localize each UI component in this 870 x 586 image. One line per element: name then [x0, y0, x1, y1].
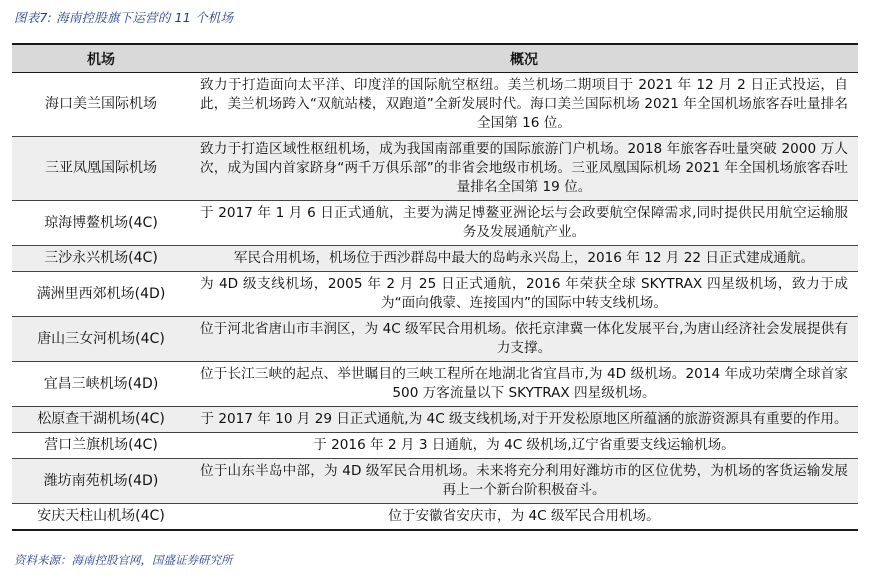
- airport-overview: 位于山东半岛中部，为 4D 级军民合用机场。未来将充分利用好潍坊市的区位优势，为机场的客货运输发展再上一个新台阶积极奋斗。: [190, 459, 858, 504]
- table-row: [12, 407, 858, 433]
- table-row: [12, 246, 858, 272]
- airport-overview: 致力于打造区域性枢纽机场，成为我国南部重要的国际旅游门户机场。2018 年旅客吞吐量突破 2000 万人次，成为国内首家跻身“两千万俱乐部”的非省会地级市机场。三亚凤凰国际机场 2021 年全国机场旅客吞吐量排名全国第 19 位。: [190, 137, 858, 201]
- airport-overview: 位于河北省唐山市丰润区，为 4C 级军民合用机场。依托京津冀一体化发展平台,为唐山经济社会发展提供有力支撑。: [190, 317, 858, 362]
- table-row: [12, 317, 858, 362]
- table-row: [12, 459, 858, 504]
- airport-overview: 为 4D 级支线机场，2005 年 2 月 25 日正式通航，2016 年荣获全球 SKYTRAX 四星级机场，致力于成为“面向俄蒙、连接国内”的国际中转支线机场。: [190, 272, 858, 317]
- airport-name: 唐山三女河机场(4C): [12, 317, 190, 362]
- source-note: 资料来源：海南控股官网，国盛证券研究所: [14, 553, 233, 567]
- airport-name: 潍坊南苑机场(4D): [12, 459, 190, 504]
- figure-caption: 图表7: 海南控股旗下运营的 11 个机场: [14, 10, 234, 25]
- airport-overview: 于 2017 年 10 月 29 日正式通航,为 4C 级支线机场,对于开发松原地区所蕴涵的旅游资源具有重要的作用。: [190, 407, 858, 433]
- table-row: [12, 73, 858, 137]
- table-row: [12, 272, 858, 317]
- airport-overview: 位于长江三峡的起点、举世瞩目的三峡工程所在地湖北省宜昌市,为 4D 级机场。2014 年成功荣膺全球首家 500 万客流量以下 SKYTRAX 四星级机场。: [190, 362, 858, 407]
- airport-name: 琼海博鳌机场(4C): [12, 201, 190, 246]
- table-body: [12, 73, 858, 531]
- table-row: [12, 504, 858, 531]
- airport-overview: 位于安徽省安庆市，为 4C 级军民合用机场。: [190, 504, 858, 531]
- table-row: [12, 362, 858, 407]
- airport-table: [12, 43, 858, 531]
- table-row: [12, 433, 858, 459]
- airport-overview: 军民合用机场，机场位于西沙群岛中最大的岛屿永兴岛上，2016 年 12 月 22 日正式建成通航。: [190, 246, 858, 272]
- airport-name: 营口兰旗机场(4C): [12, 433, 190, 459]
- airport-name: 海口美兰国际机场: [12, 73, 190, 137]
- airport-name: 三亚凤凰国际机场: [12, 137, 190, 201]
- airport-name: 三沙永兴机场(4C): [12, 246, 190, 272]
- header-overview: 概况: [190, 44, 858, 73]
- header-airport: 机场: [12, 44, 190, 73]
- airport-overview: 致力于打造面向太平洋、印度洋的国际航空枢纽。美兰机场二期项目于 2021 年 12 月 2 日正式投运，自此，美兰机场跨入“双航站楼，双跑道”全新发展时代。海口美兰国际机场 2021 年全国机场旅客吞吐量排名全国第 16 位。: [190, 73, 858, 137]
- airport-name: 松原查干湖机场(4C): [12, 407, 190, 433]
- airport-name: 安庆天柱山机场(4C): [12, 504, 190, 531]
- header-row: [12, 44, 858, 73]
- airport-name: 宜昌三峡机场(4D): [12, 362, 190, 407]
- table-row: [12, 201, 858, 246]
- airport-name: 满洲里西郊机场(4D): [12, 272, 190, 317]
- table-row: [12, 137, 858, 201]
- airport-overview: 于 2017 年 1 月 6 日正式通航，主要为满足博鳌亚洲论坛与会政要航空保障需求,同时提供民用航空运输服务及发展通航产业。: [190, 201, 858, 246]
- airport-overview: 于 2016 年 2 月 3 日通航，为 4C 级机场,辽宁省重要支线运输机场。: [190, 433, 858, 459]
- table-header: [12, 44, 858, 73]
